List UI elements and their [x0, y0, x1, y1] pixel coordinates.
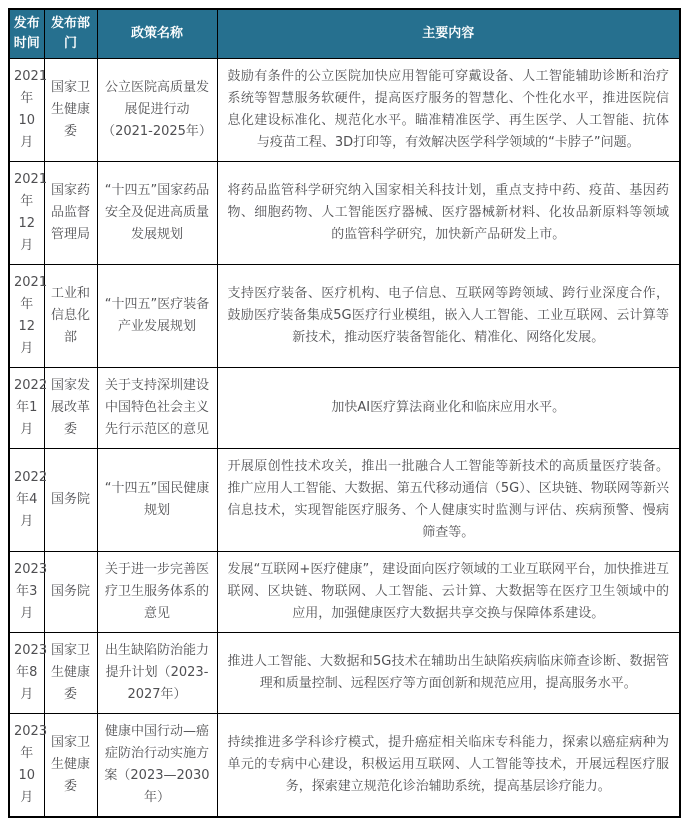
cell-content: 发展“互联网+医疗健康”，建设面向医疗领域的工业互联网平台，加快推进互联网、区块链、物联网、人工智能、云计算、大数据等在医疗卫生领域中的应用，加强健康医疗大数据共享交换与保障体系建设。 — [217, 552, 680, 633]
header-policy: 政策名称 — [97, 9, 217, 59]
cell-time: 2021年12月 — [9, 265, 44, 368]
cell-time: 2022年1月 — [9, 368, 44, 449]
cell-policy: 关于进一步完善医疗卫生服务体系的意见 — [97, 552, 217, 633]
cell-policy: 公立医院高质量发展促进行动（2021-2025年） — [97, 59, 217, 162]
cell-department: 国务院 — [44, 449, 97, 552]
table-row — [9, 162, 680, 265]
table-row — [9, 59, 680, 162]
cell-department: 工业和信息化部 — [44, 265, 97, 368]
cell-content: 持续推进多学科诊疗模式，提升癌症相关临床专科能力，探索以癌症病种为单元的专病中心建设，积极运用互联网、人工智能等技术，开展远程医疗服务，探索建立规范化诊治辅助系统，提高基层诊疗能力。 — [217, 714, 680, 818]
header-content: 主要内容 — [217, 9, 680, 59]
cell-policy: 健康中国行动—癌症防治行动实施方案（2023—2030年） — [97, 714, 217, 818]
cell-policy: “十四五”国民健康规划 — [97, 449, 217, 552]
policy-table — [8, 8, 681, 818]
cell-content: 推进人工智能、大数据和5G技术在辅助出生缺陷疾病临床筛查诊断、数据管理和质量控制、远程医疗等方面创新和规范应用，提高服务水平。 — [217, 633, 680, 714]
cell-department: 国家卫生健康委 — [44, 714, 97, 818]
cell-policy: “十四五”国家药品安全及促进高质量发展规划 — [97, 162, 217, 265]
cell-policy: 关于支持深圳建设中国特色社会主义先行示范区的意见 — [97, 368, 217, 449]
table-row — [9, 368, 680, 449]
cell-policy: 出生缺陷防治能力提升计划（2023-2027年） — [97, 633, 217, 714]
cell-time: 2023年8月 — [9, 633, 44, 714]
table-row — [9, 714, 680, 818]
cell-department: 国家药品监督管理局 — [44, 162, 97, 265]
cell-time: 2023年10月 — [9, 714, 44, 818]
header-department: 发布部门 — [44, 9, 97, 59]
cell-department: 国家发展改革委 — [44, 368, 97, 449]
table-row — [9, 552, 680, 633]
cell-department: 国家卫生健康委 — [44, 633, 97, 714]
cell-department: 国家卫生健康委 — [44, 59, 97, 162]
cell-content: 将药品监管科学研究纳入国家相关科技计划，重点支持中药、疫苗、基因药物、细胞药物、人工智能医疗器械、医疗器械新材料、化妆品新原料等领域的监管科学研究，加快新产品研发上市。 — [217, 162, 680, 265]
cell-content: 鼓励有条件的公立医院加快应用智能可穿戴设备、人工智能辅助诊断和治疗系统等智慧服务软硬件，提高医疗服务的智慧化、个性化水平，推进医院信息化建设标准化、规范化水平。瞄准精准医学、再生医学、人工智能、抗体与疫苗工程、3D打印等，有效解决医学科学领域的“卡脖子”问题。 — [217, 59, 680, 162]
cell-content: 加快AI医疗算法商业化和临床应用水平。 — [217, 368, 680, 449]
table-header-row — [9, 9, 680, 59]
header-time: 发布时间 — [9, 9, 44, 59]
table-row — [9, 449, 680, 552]
table-row — [9, 633, 680, 714]
cell-time: 2021年12月 — [9, 162, 44, 265]
table-row — [9, 265, 680, 368]
cell-department: 国务院 — [44, 552, 97, 633]
cell-time: 2022年4月 — [9, 449, 44, 552]
cell-time: 2021年10月 — [9, 59, 44, 162]
cell-policy: “十四五”医疗装备产业发展规划 — [97, 265, 217, 368]
cell-content: 支持医疗装备、医疗机构、电子信息、互联网等跨领域、跨行业深度合作，鼓励医疗装备集成5G医疗行业模组，嵌入人工智能、工业互联网、云计算等新技术，推动医疗装备智能化、精准化、网络化发展。 — [217, 265, 680, 368]
cell-time: 2023年3月 — [9, 552, 44, 633]
cell-content: 开展原创性技术攻关，推出一批融合人工智能等新技术的高质量医疗装备。推广应用人工智能、大数据、第五代移动通信（5G）、区块链、物联网等新兴信息技术，实现智能医疗服务、个人健康实时监测与评估、疾病预警、慢病筛查等。 — [217, 449, 680, 552]
